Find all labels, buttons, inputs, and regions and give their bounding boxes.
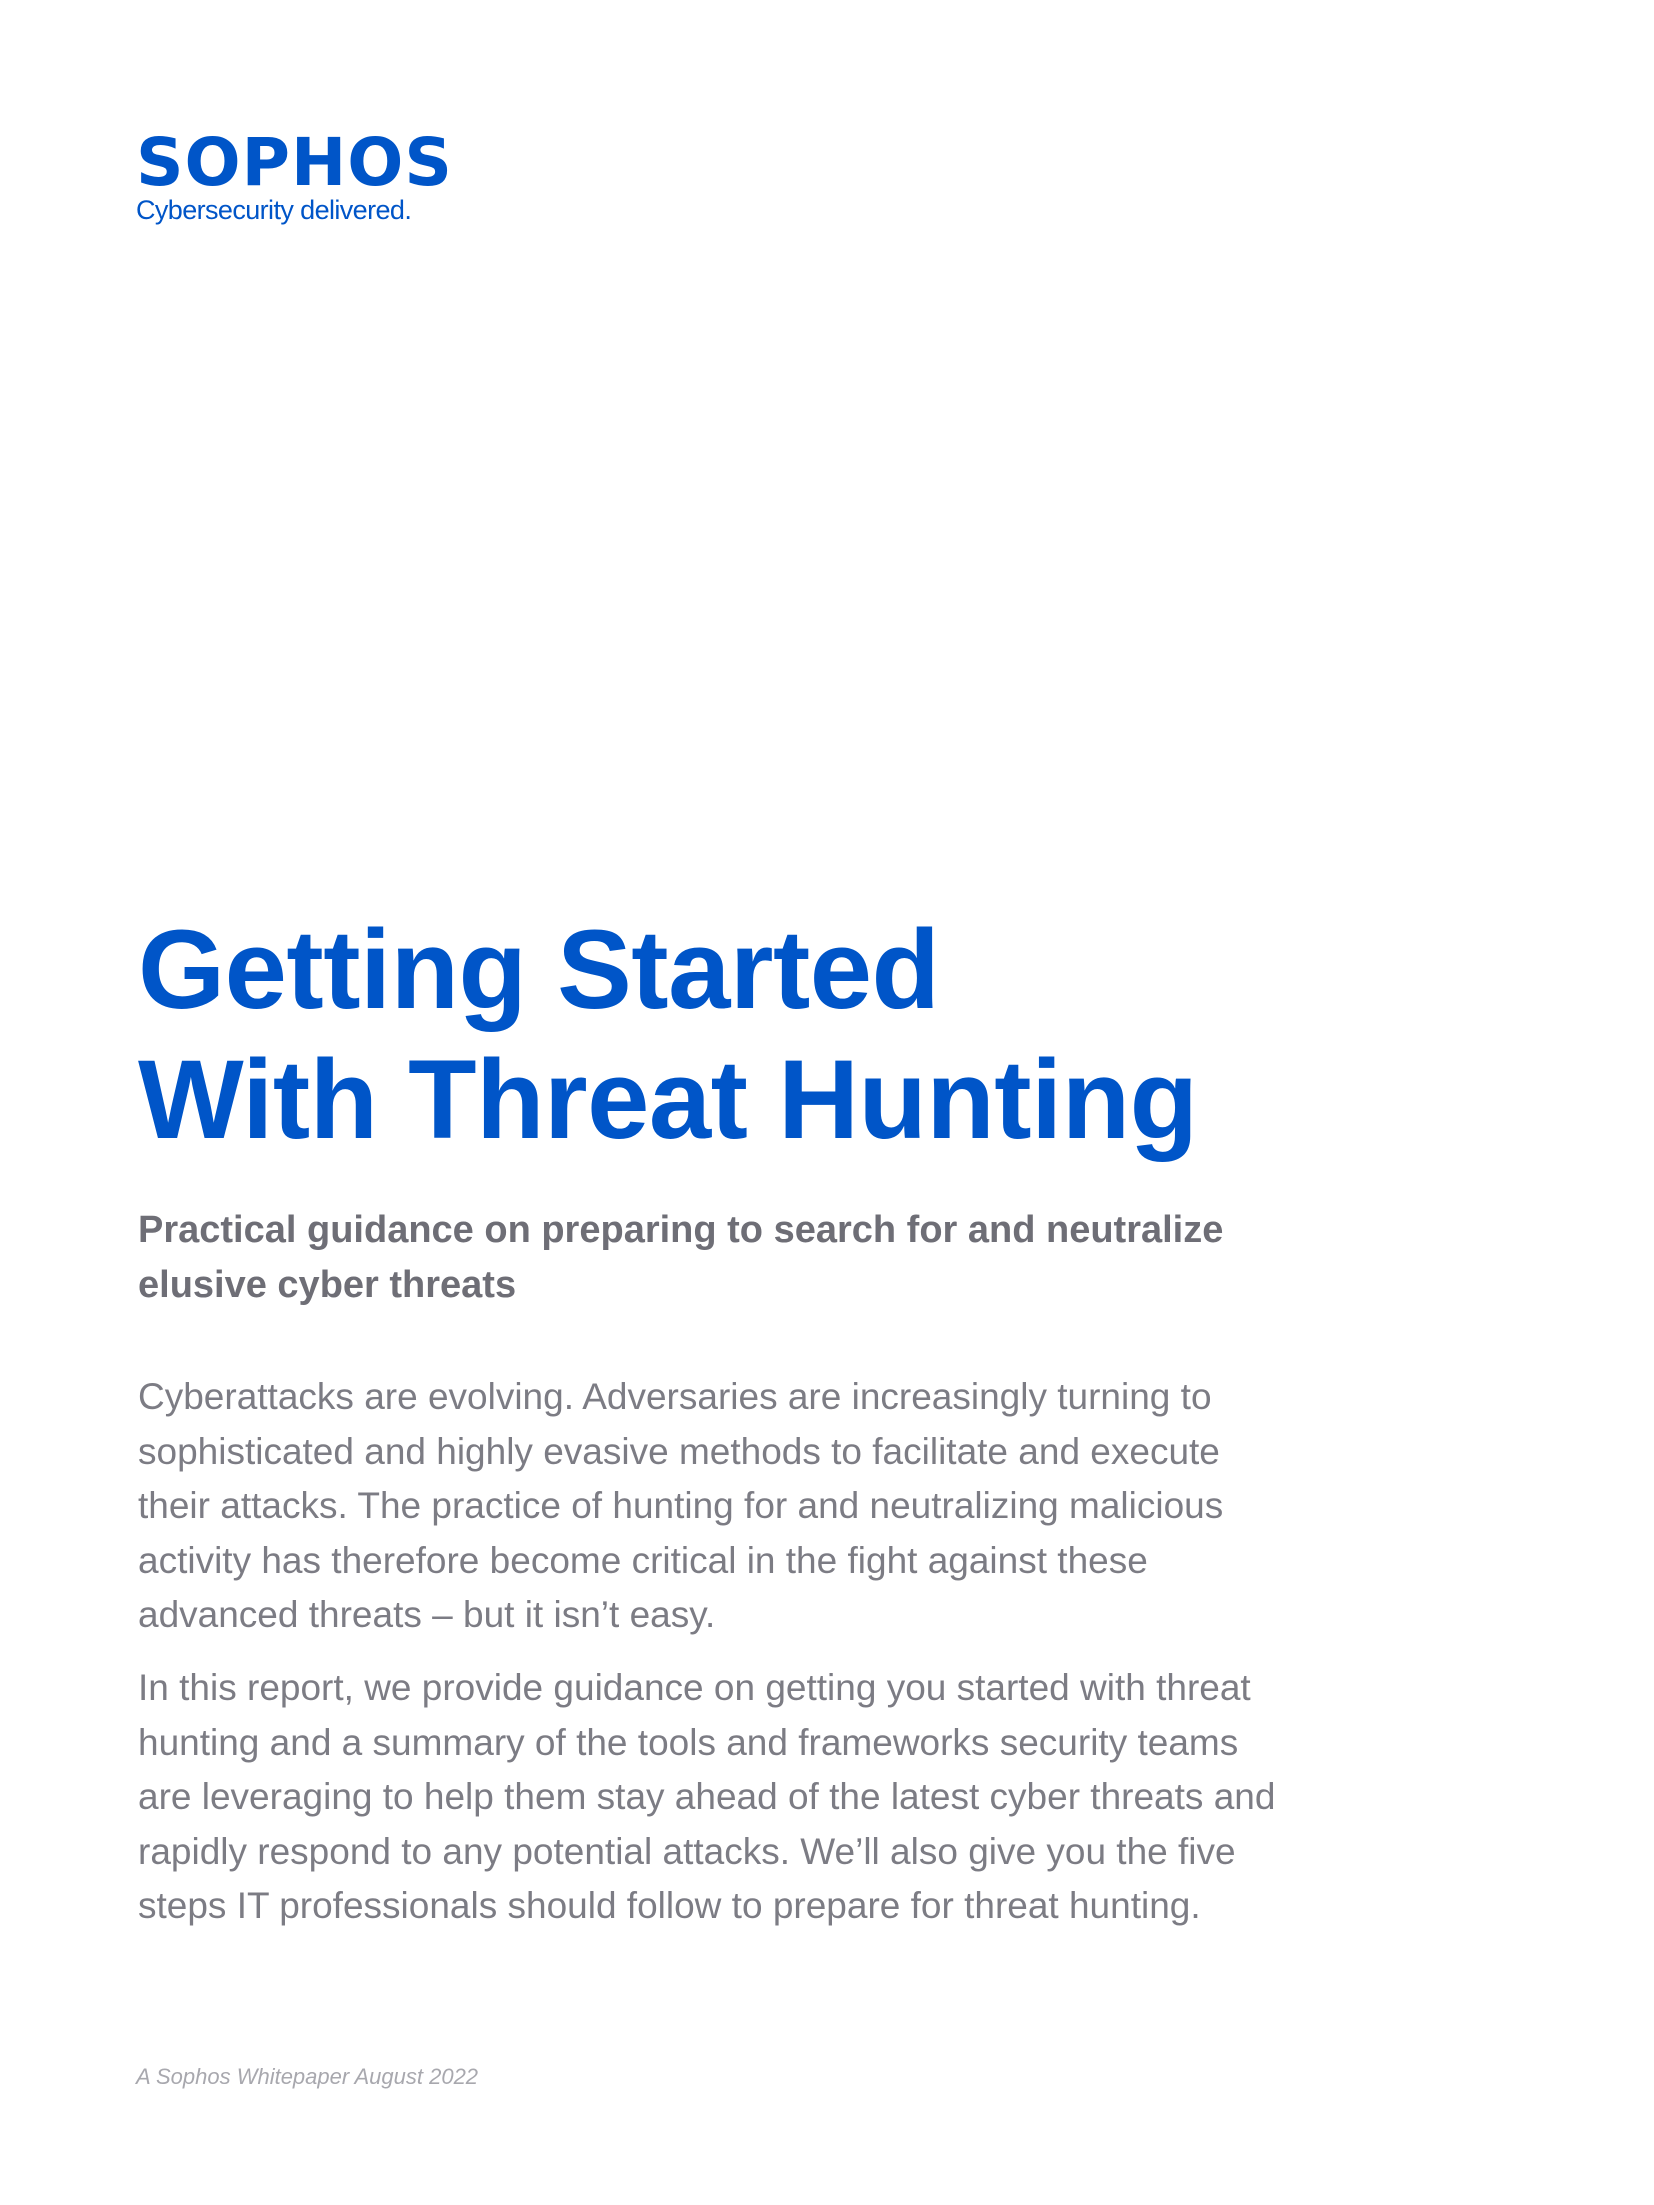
subtitle-line: elusive cyber threats: [138, 1264, 517, 1306]
paragraph-line: their attacks. The practice of hunting for and neutralizing malicious: [138, 1485, 1224, 1526]
paragraph-line: steps IT professionals should follow to prepare for threat hunting.: [138, 1885, 1201, 1926]
page-subtitle: [138, 1203, 1318, 1313]
report-summary-paragraph: [138, 1661, 1418, 1934]
paragraph-line: In this report, we provide guidance on getting you started with threat: [138, 1667, 1251, 1708]
title-line: With Threat Hunting: [138, 1037, 1198, 1162]
title-line: Getting Started: [138, 907, 940, 1032]
paragraph-line: are leveraging to help them stay ahead of the latest cyber threats and: [138, 1776, 1276, 1817]
paragraph-line: sophisticated and highly evasive methods to facilitate and execute: [138, 1430, 1220, 1472]
sophos-logo: [136, 124, 466, 226]
logo-tagline: Cybersecurity delivered.: [136, 195, 412, 225]
paragraph-line: rapidly respond to any potential attacks. We’ll also give you the five: [138, 1830, 1236, 1872]
paragraph-line: hunting and a summary of the tools and frameworks security teams: [138, 1721, 1239, 1763]
subtitle-line: Practical guidance on preparing to search for and neutralize: [138, 1209, 1224, 1251]
paragraph-line: advanced threats – but it isn’t easy.: [138, 1594, 716, 1635]
page-title: [138, 905, 1198, 1165]
paragraph-line: Cyberattacks are evolving. Adversaries are increasingly turning to: [138, 1376, 1212, 1417]
paragraph-line: activity has therefore become critical in the fight against these: [138, 1539, 1148, 1581]
logo-wordmark: SOPHOS: [136, 124, 453, 201]
footer-note: A Sophos Whitepaper August 2022: [136, 2064, 479, 2089]
intro-paragraph: [138, 1370, 1418, 1643]
